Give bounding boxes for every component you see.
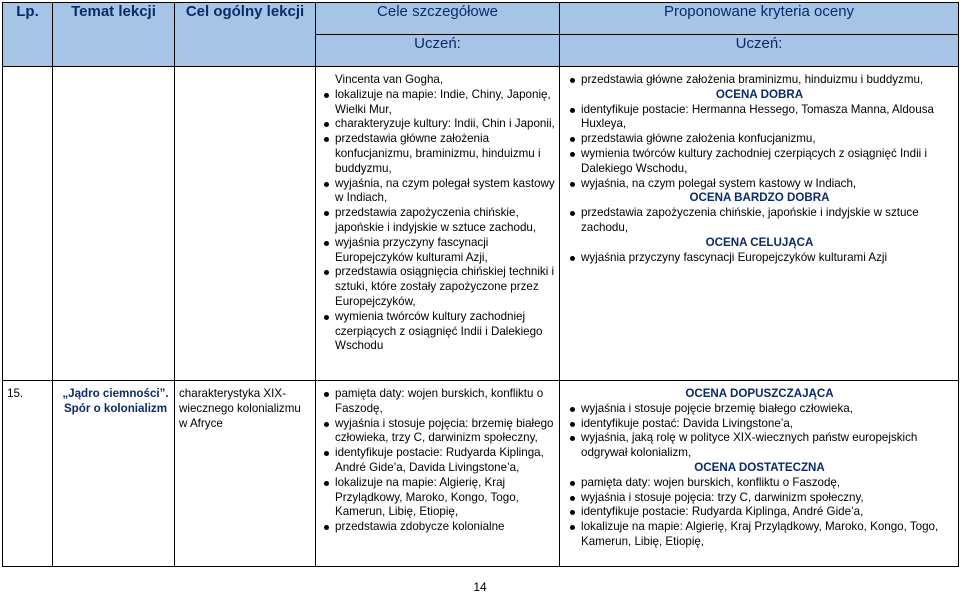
goal-list-item: wyjaśnia, na czym polegał system kastowy w Indiach, (319, 177, 555, 207)
row1-detailed-goals (316, 67, 560, 381)
goal-list-item: przedstawia osiągnięcia chińskiej techniki i sztuki, które zostały zapożyczone przez Europejczyków, (319, 265, 555, 309)
row2-detailed-goals (316, 381, 560, 567)
goal-list-item: lokalizuje na mapie: Indie, Chiny, Japonię, Wielki Mur, (319, 88, 555, 118)
criteria-list-item: pamięta daty: wojen burskich, konfliktu o Faszodę, (565, 476, 954, 491)
grade-heading: OCENA BARDZO DOBRA (689, 191, 830, 205)
grade-heading: OCENA DOBRA (715, 87, 804, 101)
lesson-plan-table (2, 2, 959, 567)
goal-list-item: lokalizuje na mapie: Algierię, Kraj Przylądkowy, Maroko, Kongo, Togo, Kamerun, Libię, Etiopię, (319, 476, 555, 520)
goal-continuation-text: Vincenta van Gogha, (335, 73, 444, 86)
criteria-list-item: przedstawia główne założenia braminizmu, hinduizmu i buddyzmu, (565, 73, 954, 88)
goal-list-item: identyfikuje postacie: Rudyarda Kiplinga, André Gide’a, Davida Livingstone’a, (319, 446, 555, 476)
grade-heading: OCENA DOPUSZCZAJĄCA (685, 387, 834, 400)
goal-list-item: przedstawia zdobycze kolonialne (319, 520, 555, 535)
header-criteria: Proponowane kryteria oceny (560, 3, 959, 35)
header-student-goals: Uczeń: (316, 35, 560, 67)
header-lp: Lp. (3, 3, 53, 67)
goal-list-item: pamięta daty: wojen burskich, konfliktu o Faszodę, (319, 387, 555, 417)
criteria-list-item: przedstawia główne założenia konfucjanizmu, (565, 132, 954, 147)
criteria-list-item: lokalizuje na mapie: Algierię, Kraj Przylądkowy, Maroko, Kongo, Togo, Kamerun, Libię, Etiopię, (565, 520, 954, 550)
row2-lp: 15. (3, 381, 53, 567)
criteria-list-item: wymienia twórców kultury zachodniej czerpiących z osiągnięć Indii i Dalekiego Wschodu, (565, 147, 954, 177)
criteria-list-item: przedstawia zapożyczenia chińskie, japońskie i indyjskie w sztuce zachodu, (565, 206, 954, 236)
goal-list-item: przedstawia zapożyczenia chińskie, japońskie i indyjskie w sztuce zachodu, (319, 206, 555, 236)
header-general-goal: Cel ogólny lekcji (175, 3, 316, 67)
row2-criteria (560, 381, 959, 567)
criteria-list-item: wyjaśnia i stosuje pojęcia: trzy C, darwinizm społeczny, (565, 491, 954, 506)
goal-list-item: wyjaśnia przyczyny fascynacji Europejczyków kulturami Azji, (319, 236, 555, 266)
grade-heading: OCENA CELUJĄCA (705, 235, 814, 249)
criteria-list-item: identyfikuje postać: Davida Livingstone’a, (565, 417, 954, 432)
grade-heading: OCENA DOSTATECZNA (694, 460, 825, 474)
criteria-list-item: wyjaśnia przyczyny fascynacji Europejczyków kulturami Azji (565, 251, 954, 266)
goal-list-item: wymienia twórców kultury zachodniej czerpiących z osiągnięć Indii i Dalekiego Wschodu (319, 310, 555, 354)
criteria-list-item: identyfikuje postacie: Hermanna Hessego, Tomasza Manna, Aldousa Huxleya, (565, 103, 954, 133)
header-student-criteria: Uczeń: (560, 35, 959, 67)
header-topic: Temat lekcji (53, 3, 175, 67)
criteria-list-item: identyfikuje postacie: Rudyarda Kiplinga, André Gide’a, (565, 505, 954, 520)
goal-list-item: wyjaśnia i stosuje pojęcia: brzemię białego człowieka, trzy C, darwinizm społeczny, (319, 417, 555, 447)
row1-topic (53, 67, 175, 381)
goal-list-item: przedstawia główne założenia konfucjanizmu, braminizmu, hinduizmu i buddyzmu, (319, 132, 555, 176)
criteria-list-item: wyjaśnia, jaką rolę w polityce XIX-wiecznych państw europejskich odgrywał kolonializm, (565, 431, 954, 461)
row2-topic: „Jądro ciemności”. Spór o kolonializm (53, 381, 175, 567)
criteria-list-item: wyjaśnia i stosuje pojęcie brzemię białego człowieka, (565, 402, 954, 417)
row1-general-goal (175, 67, 316, 381)
criteria-list-item: wyjaśnia, na czym polegał system kastowy w Indiach, (565, 177, 954, 192)
row1-lp (3, 67, 53, 381)
row2-general-goal: charakterystyka XIX-wiecznego kolonializmu w Afryce (175, 381, 316, 567)
row1-criteria (560, 67, 959, 381)
page-number: 14 (473, 580, 487, 594)
goal-list-item: charakteryzuje kultury: Indii, Chin i Japonii, (319, 117, 555, 132)
header-detailed-goals: Cele szczegółowe (316, 3, 560, 35)
